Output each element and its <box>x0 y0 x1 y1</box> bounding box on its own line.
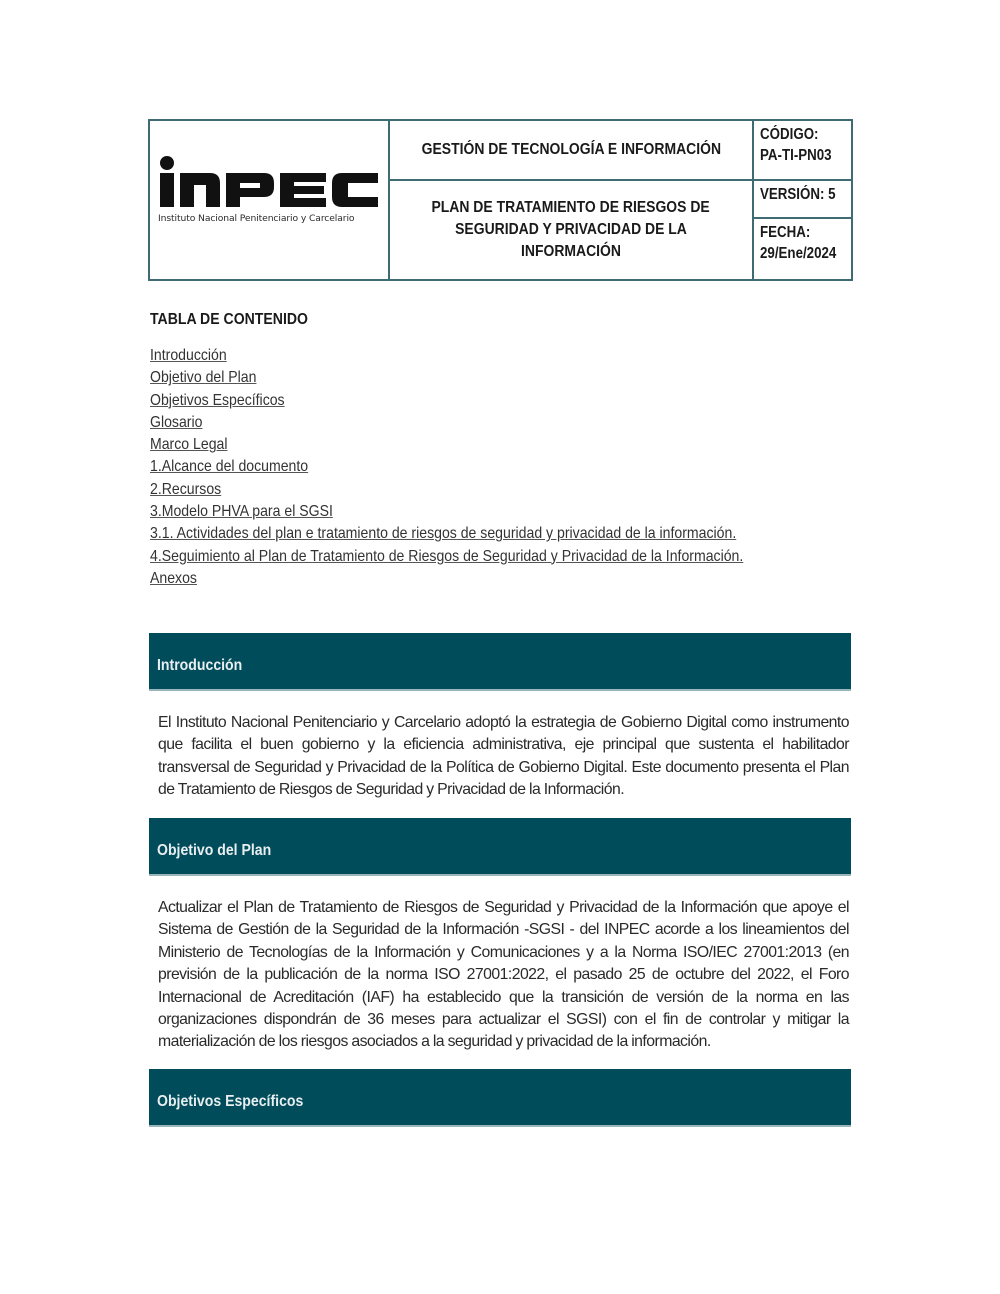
toc-link-objetivo-del-plan[interactable]: Objetivo del Plan <box>150 369 257 387</box>
section-heading: Objetivos Específicos <box>157 1093 304 1110</box>
toc-title: TABLA DE CONTENIDO <box>150 311 309 328</box>
document-header-table <box>148 119 853 281</box>
table-of-contents <box>150 345 824 590</box>
version-cell <box>753 180 852 218</box>
toc-item <box>150 456 824 478</box>
objetivo-paragraph: Actualizar el Plan de Tratamiento de Riesgos de Seguridad y Privacidad de la Información que apoye el Sistema de Gestión de la Seguridad de la Información -SGSI - del INPEC acorde a los lineamientos del Ministerio de Tecnologías de la Información y Comunicaciones y a la Norma ISO/IEC 27001:2013 (en previsión de la publicación de la norma ISO 27001:2022, el pasado 25 de octubre del 2022, el Foro Internacional de Acreditación (IAF) ha establecido que la transición de versión de la norma en las organizaciones dispondrán de 36 meses para actualizar el SGSI) con el fin de controlar y mitigar la materialización de los riesgos asociados a la seguridad y privacidad de la información. <box>158 899 849 1051</box>
document-title-line2: SEGURIDAD Y PRIVACIDAD DE LA INFORMACIÓN <box>455 221 687 260</box>
section-header-objetivo-del-plan <box>149 818 851 876</box>
section-header-objetivos-especificos <box>149 1069 851 1127</box>
section-heading: Objetivo del Plan <box>157 842 272 859</box>
toc-item <box>150 412 824 434</box>
toc-item <box>150 479 824 501</box>
toc-item <box>150 501 824 523</box>
toc-link-objetivos-especificos[interactable]: Objetivos Específicos <box>150 391 285 409</box>
toc-link-glosario[interactable]: Glosario <box>150 413 203 431</box>
codigo-cell <box>753 120 852 180</box>
introduccion-paragraph: El Instituto Nacional Penitenciario y Carcelario adoptó la estrategia de Gobierno Digital como instrumento que facilita el buen gobierno y la eficiencia administrativa, eje principal que sustenta el habilitador transversal de Seguridad y Privacidad de la Política de Gobierno Digital. Este documento presenta el Plan de Tratamiento de Riesgos de Seguridad y Privacidad de la Información. <box>158 714 849 799</box>
inpec-wordmark-logo <box>158 155 380 211</box>
toc-item <box>150 367 824 389</box>
department-title <box>389 120 753 180</box>
toc-link-marco-legal[interactable]: Marco Legal <box>150 436 228 454</box>
codigo-value: PA-TI-PN03 <box>760 147 832 164</box>
toc-item <box>150 345 824 367</box>
logo-subtitle: Instituto Nacional Penitenciario y Carcelario <box>158 213 355 224</box>
department-title-text: GESTIÓN DE TECNOLOGÍA E INFORMACIÓN <box>421 141 721 158</box>
toc-item <box>150 546 824 568</box>
section-header-introduccion <box>149 633 851 691</box>
toc-link-anexos[interactable]: Anexos <box>150 569 197 587</box>
toc-link-introduccion[interactable]: Introducción <box>150 347 227 364</box>
document-title <box>389 180 753 280</box>
fecha-cell <box>753 218 852 280</box>
toc-item <box>150 434 824 456</box>
toc-item <box>150 523 824 545</box>
version-value: VERSIÓN: 5 <box>760 186 836 203</box>
section-heading: Introducción <box>157 657 243 674</box>
toc-link-recursos[interactable]: 2.Recursos <box>150 480 222 498</box>
toc-link-seguimiento[interactable]: 4.Seguimiento al Plan de Tratamiento de Riesgos de Seguridad y Privacidad de la Información. <box>150 547 744 565</box>
document-title-line1: PLAN DE TRATAMIENTO DE RIESGOS DE <box>431 199 711 216</box>
toc-item <box>150 390 824 412</box>
fecha-label: FECHA: <box>760 224 811 241</box>
toc-link-alcance[interactable]: 1.Alcance del documento <box>150 458 309 476</box>
toc-item <box>150 568 824 590</box>
inpec-logo <box>158 155 383 224</box>
logo-cell <box>149 120 389 280</box>
codigo-label: CÓDIGO: <box>760 126 819 143</box>
toc-link-actividades[interactable]: 3.1. Actividades del plan e tratamiento de riesgos de seguridad y privacidad de la información. <box>150 525 737 543</box>
toc-link-modelo-phva[interactable]: 3.Modelo PHVA para el SGSI <box>150 503 333 521</box>
fecha-value: 29/Ene/2024 <box>760 245 837 262</box>
